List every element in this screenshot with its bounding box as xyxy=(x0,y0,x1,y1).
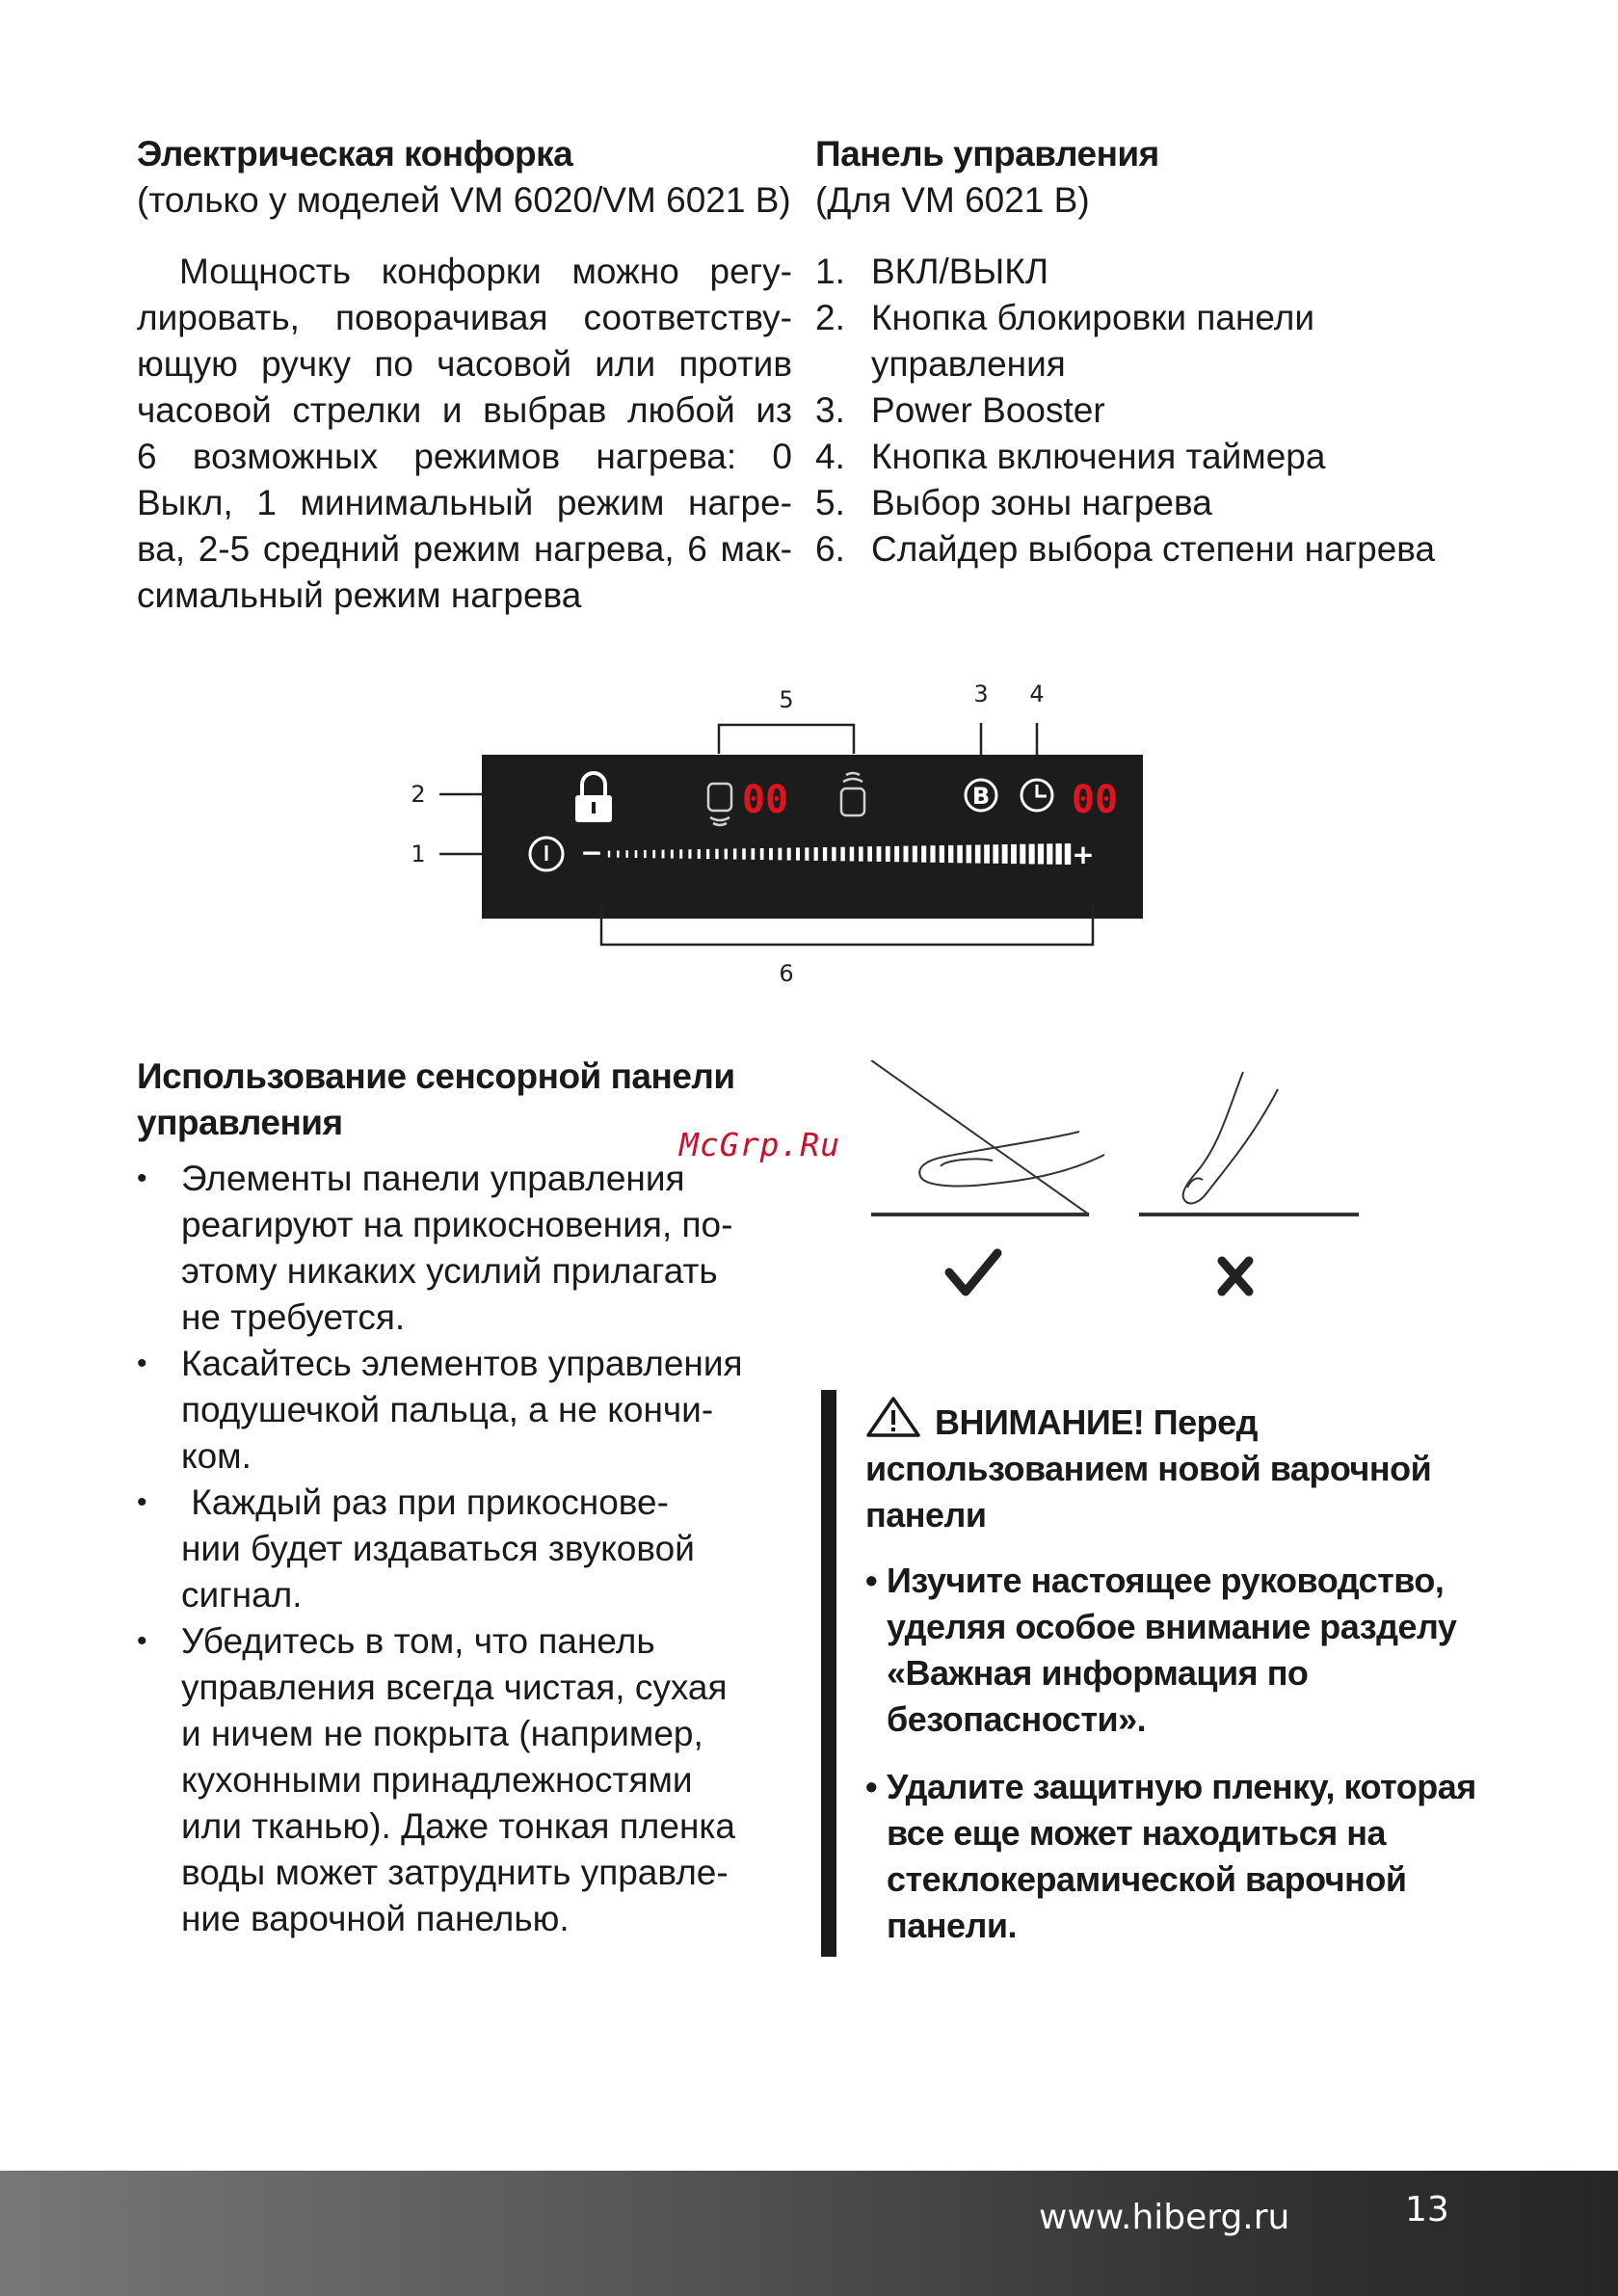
list-text: ВКЛ/ВЫКЛ xyxy=(871,252,1049,291)
paragraph-line: Выкл, 1 минимальный режим нагре- xyxy=(137,483,792,522)
slider-tick xyxy=(840,847,844,862)
warning-title-line: панели xyxy=(865,1495,987,1535)
list-text: Выбор зоны нагрева xyxy=(871,483,1212,522)
booster-label: B xyxy=(971,783,991,810)
list-line: управления всегда чистая, сухая xyxy=(181,1668,728,1707)
slider-tick xyxy=(652,850,655,859)
paragraph-line: 6 возможных режимов нагрева: 0 xyxy=(137,437,792,476)
slider-tick xyxy=(814,847,818,861)
title-line: управления xyxy=(137,1103,343,1142)
footer-bar xyxy=(0,2171,1618,2296)
list-number: 4. xyxy=(815,437,845,476)
slider-tick xyxy=(725,849,728,860)
slider-tick xyxy=(805,847,809,861)
list-text: Power Booster xyxy=(871,390,1105,430)
list-item xyxy=(815,480,1490,526)
slider-tick xyxy=(752,848,756,860)
slider-tick xyxy=(706,849,709,859)
list-line: ние варочной панелью. xyxy=(181,1899,570,1938)
slider-tick xyxy=(625,850,628,858)
slider-tick xyxy=(975,845,981,864)
slider-tick xyxy=(742,848,746,859)
warning-title-line xyxy=(865,1396,1492,1446)
callout-5-bracket xyxy=(719,725,854,754)
slider-tick xyxy=(913,846,917,863)
slider-tick xyxy=(787,848,791,861)
list-item xyxy=(815,249,1490,295)
callout-1: 1 xyxy=(411,841,426,868)
slider-tick xyxy=(715,849,718,860)
slider-tick xyxy=(967,845,972,864)
callout-4: 4 xyxy=(1029,681,1045,707)
electric-burner-subtitle: (только у моделей VM 6020/VM 6021 B) xyxy=(137,180,791,220)
list-item xyxy=(137,1156,802,1341)
list-number: 6. xyxy=(815,529,845,569)
warning-title-line: использованием новой варочной xyxy=(865,1449,1432,1488)
warning-title xyxy=(865,1396,1492,1538)
cross-icon xyxy=(1222,1261,1249,1292)
paragraph-line: ющую ручку по часовой или против xyxy=(137,344,792,384)
title-line: Использование сенсорной панели xyxy=(137,1056,735,1096)
slider-tick xyxy=(679,849,682,858)
slider-tick xyxy=(1002,844,1008,864)
warning-icon xyxy=(865,1396,921,1438)
slider-tick xyxy=(698,849,701,859)
list-line: ком. xyxy=(181,1436,252,1476)
slider-tick xyxy=(1038,843,1044,864)
list-line: стеклокерамической варочной xyxy=(887,1859,1407,1899)
paragraph-line: ва, 2-5 средний режим нагрева, 6 мак- xyxy=(137,529,792,569)
list-line: Элементы панели управления xyxy=(181,1159,685,1198)
slider-tick xyxy=(662,850,665,859)
callout-6: 6 xyxy=(779,960,794,987)
warning-bar xyxy=(821,1390,836,1957)
slider-tick xyxy=(1011,844,1017,864)
slider-tick xyxy=(1047,843,1052,864)
list-number: 5. xyxy=(815,483,845,522)
finger-tip-wrong-illustration xyxy=(1183,1072,1278,1203)
list-line: Убедитесь в том, что панель xyxy=(181,1621,655,1661)
slider-tick xyxy=(886,846,890,862)
callout-2: 2 xyxy=(411,781,426,808)
list-line: нии будет издаваться звуковой xyxy=(181,1529,695,1568)
slider-minus: − xyxy=(580,837,603,868)
slider-tick xyxy=(778,848,782,861)
touch-usage-section xyxy=(137,1054,802,1942)
callout-5: 5 xyxy=(779,686,794,713)
website-url: www.hiberg.ru xyxy=(1039,2198,1290,2237)
zone-power-display: 00 xyxy=(741,778,789,822)
list-line: Касайтесь элементов управления xyxy=(181,1344,743,1383)
paragraph-line: лировать, поворачивая соответству- xyxy=(137,298,792,337)
bullet: • xyxy=(137,1486,147,1518)
slider-tick xyxy=(1020,844,1025,865)
list-line: все еще может находиться на xyxy=(887,1813,1387,1853)
slider-tick xyxy=(1056,843,1062,865)
slider-tick xyxy=(608,851,610,858)
list-item xyxy=(815,387,1490,434)
list-number: 2. xyxy=(815,298,845,337)
checkmark-icon xyxy=(949,1253,997,1292)
slider-plus: + xyxy=(1072,839,1095,870)
finger-touch-illustration xyxy=(848,1060,1388,1340)
list-line: этому никаких усилий прилагать xyxy=(181,1251,718,1291)
list-line: уделяя особое внимание разделу xyxy=(887,1607,1457,1646)
control-panel-title: Панель управления xyxy=(815,134,1159,174)
paragraph-line: Мощность конфорки можно регу- xyxy=(179,252,792,291)
list-line: безопасности». xyxy=(887,1699,1147,1739)
slider-tick xyxy=(948,845,953,863)
list-item xyxy=(815,434,1490,480)
list-number: 3. xyxy=(815,390,845,430)
warning-title-text: ВНИМАНИЕ! Перед xyxy=(935,1402,1258,1442)
slider-tick xyxy=(993,844,998,864)
slider-tick xyxy=(930,845,935,863)
list-item xyxy=(137,1618,802,1942)
list-number: 1. xyxy=(815,252,845,291)
list-text xyxy=(871,295,1314,387)
control-panel-section xyxy=(815,131,1490,573)
watermark: McGrp.Ru xyxy=(679,1126,840,1163)
electric-burner-paragraph xyxy=(137,249,792,619)
finger-pad-correct-illustration xyxy=(871,1060,1104,1215)
list-line: не требуется. xyxy=(181,1297,406,1337)
slider-tick xyxy=(769,848,773,860)
slider-tick xyxy=(877,846,882,862)
slider-tick xyxy=(904,846,909,863)
list-line: сигнал. xyxy=(181,1575,303,1615)
paragraph-line: часовой стрелки и выбрав любой из xyxy=(137,390,792,430)
slider-tick xyxy=(1029,844,1035,865)
list-item xyxy=(815,295,1490,387)
list-text-line: управления xyxy=(871,344,1066,384)
warning-section xyxy=(865,1396,1492,1970)
slider-tick xyxy=(733,848,737,859)
slider-tick xyxy=(688,849,691,859)
page-number: 13 xyxy=(1405,2190,1449,2229)
list-text: Кнопка включения таймера xyxy=(871,437,1326,476)
list-line: и ничем не покрыта (например, xyxy=(181,1714,703,1753)
slider-tick xyxy=(940,845,944,863)
control-panel-subtitle: (Для VM 6021 B) xyxy=(815,180,1090,220)
list-line: реагируют на прикосновения, по- xyxy=(181,1205,733,1244)
list-line: панели. xyxy=(887,1906,1018,1945)
slider-tick xyxy=(921,845,926,862)
control-panel-list xyxy=(815,249,1490,573)
list-item xyxy=(137,1480,802,1618)
electric-burner-section xyxy=(137,131,792,619)
slider-tick xyxy=(832,847,836,861)
list-text: Слайдер выбора степени нагрева xyxy=(871,529,1436,569)
slider-tick xyxy=(1065,843,1071,865)
slider-tick xyxy=(957,845,963,864)
slider-tick xyxy=(859,846,863,861)
correct-symbol: ✓ xyxy=(973,1330,974,1331)
list-item xyxy=(815,526,1490,573)
electric-burner-title: Электрическая конфорка xyxy=(137,134,573,174)
timer-display: 00 xyxy=(1071,778,1119,822)
wrong-symbol: ✕ xyxy=(1233,1330,1234,1331)
list-item xyxy=(865,1764,1492,1949)
slider-tick xyxy=(635,850,638,858)
list-line: Удалите защитную пленку, которая xyxy=(887,1767,1476,1806)
list-line: Каждый раз при прикоснове- xyxy=(181,1482,669,1522)
control-panel-diagram xyxy=(405,675,1176,993)
slider-tick xyxy=(617,850,620,857)
list-text-line: Кнопка блокировки панели xyxy=(871,298,1315,337)
bullet: • xyxy=(865,1767,878,1806)
slider-tick xyxy=(894,846,899,862)
list-line: воды может затруднить управле- xyxy=(181,1853,729,1892)
list-line: «Важная информация по xyxy=(887,1653,1309,1693)
bullet: • xyxy=(137,1162,147,1194)
bullet: • xyxy=(137,1348,147,1379)
slider-tick xyxy=(823,847,827,861)
bullet: • xyxy=(865,1561,878,1600)
bullet: • xyxy=(137,1625,147,1657)
list-item xyxy=(137,1341,802,1480)
list-line: или тканью). Даже тонкая пленка xyxy=(181,1806,735,1846)
list-item xyxy=(865,1558,1492,1743)
touch-usage-list xyxy=(137,1156,802,1942)
list-line: подушечкой пальца, а не кончи- xyxy=(181,1390,714,1429)
list-line: Изучите настоящее руководство, xyxy=(887,1561,1445,1600)
slider-tick xyxy=(867,846,872,862)
paragraph-line: симальный режим нагрева xyxy=(137,575,582,615)
slider-tick xyxy=(671,850,674,859)
slider-tick xyxy=(760,848,764,860)
slider-tick xyxy=(984,844,990,863)
list-line: кухонными принадлежностями xyxy=(181,1760,693,1800)
warning-list xyxy=(865,1558,1492,1949)
slider-tick xyxy=(796,847,800,860)
slider-tick xyxy=(850,847,855,862)
callout-3: 3 xyxy=(973,681,989,707)
slider-tick xyxy=(644,850,647,858)
